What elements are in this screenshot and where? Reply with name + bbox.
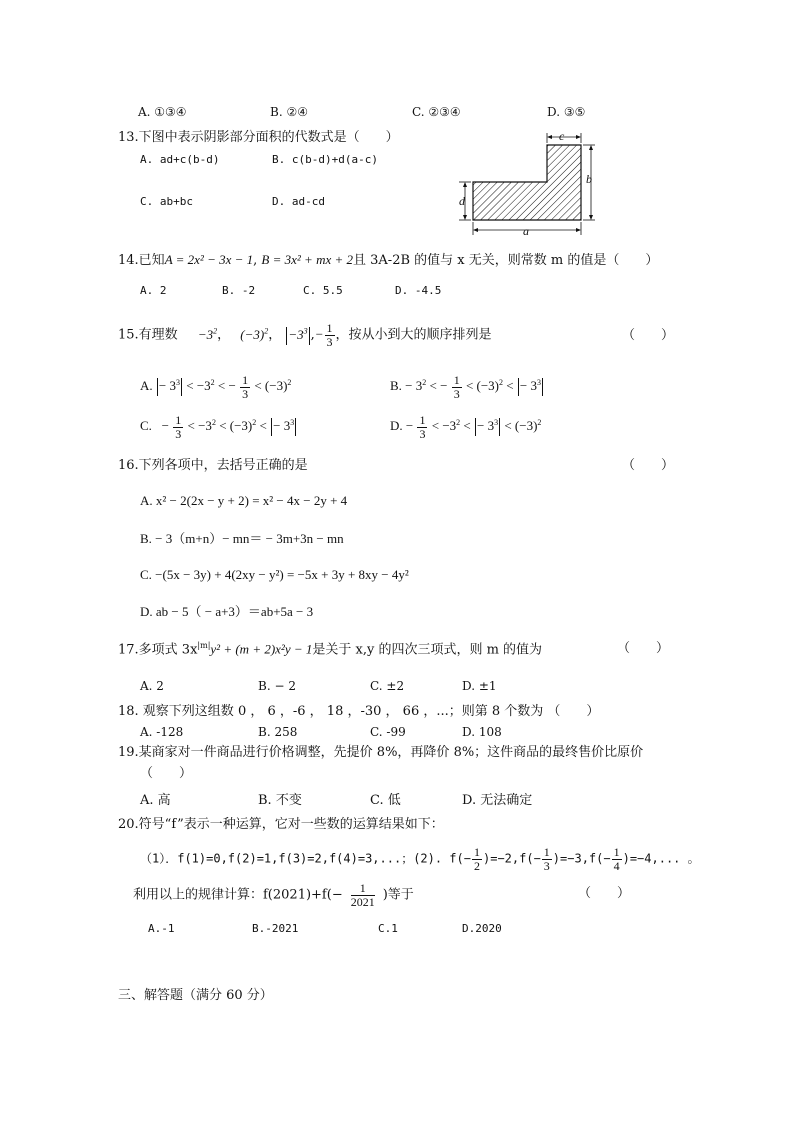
q15-stem: 15.有理数 $-3^2$， $(-3)^2$， $-3^3$ ,− $\frac{1}{3}$ ，按从小到大的顺序排列是 bbox=[118, 321, 492, 349]
q14-a-expr: A = 2x² − 3x − 1 bbox=[164, 252, 254, 267]
q17-expression: y² + (m + 2)x²y − 1 bbox=[210, 641, 313, 657]
q12-option-c: C. ②③④ bbox=[412, 105, 461, 119]
q12-option-b: B. ②④ bbox=[270, 105, 308, 119]
q13-l-shape-figure bbox=[455, 125, 605, 240]
q15-option-d: D. − $\frac{1}{3}$ < $-3^2$ < − $3^3 < (-3)^2$ bbox=[390, 413, 542, 441]
q15-suffix: ，按从小到大的顺序排列是 bbox=[335, 327, 492, 343]
q15-frac: $\frac{1}{3}$ bbox=[326, 321, 333, 349]
q14-prefix: 14.已知 bbox=[118, 253, 165, 268]
label-b: b bbox=[586, 172, 592, 186]
q16-paren: （ ） bbox=[622, 458, 675, 473]
section3-title: 三、解答题（满分 60 分） bbox=[118, 988, 273, 1003]
q13-option-d: D. ad-cd bbox=[272, 195, 325, 208]
q18-option-b: B. 258 bbox=[258, 725, 298, 739]
q17-exponent: |m| bbox=[197, 641, 211, 650]
q19-option-d: D. 无法确定 bbox=[462, 793, 533, 808]
q14-b-expr: B = 3x² + mx + 2 bbox=[261, 252, 354, 267]
q14-stem: 14.已知A = 2x² − 3x − 1, B = 3x² + mx + 2且 3A-2B 的值与 x 无关，则常数 m 的值是（ ） bbox=[118, 252, 659, 268]
q15-minus: − bbox=[314, 326, 324, 342]
q20-line1: （1）．f(1)=0,f(2)=1,f(3)=2,f(4)=3,...；(2). f(− $\frac{1}{2}$ )=−2,f(− $\frac{1}{3}$ )=−3,f(− $\frac{1}{4}$ )=−4,... 。 bbox=[140, 845, 700, 873]
q17-paren: （ ） bbox=[617, 641, 670, 656]
q14-option-a: A. 2 bbox=[140, 284, 167, 297]
q20-option-d: D.2020 bbox=[462, 922, 502, 935]
q13-option-a: A. ad+c(b-d) bbox=[140, 153, 220, 166]
q17-option-c: C. ±2 bbox=[370, 679, 405, 693]
q17-option-a: A. 2 bbox=[140, 679, 164, 693]
q19-stem: 19.某商家对一件商品进行价格调整，先提价 8%，再降价 8%；这件商品的最终售价比原价 bbox=[118, 745, 644, 760]
q18-option-d: D. 108 bbox=[462, 725, 502, 739]
q18-option-a: A. -128 bbox=[140, 725, 184, 739]
q18-stem: 18. 观察下列这组数 0 ， 6 ，-6 ， 18 ，-30 ， 66 ，...；则第 8 个数为 （ ） bbox=[118, 704, 600, 719]
q19-option-c: C. 低 bbox=[370, 793, 401, 808]
q20-option-a: A.-1 bbox=[148, 922, 175, 935]
label-d: d bbox=[459, 194, 465, 208]
q13-option-b: B. c(b-d)+d(a-c) bbox=[272, 153, 378, 166]
q18-option-c: C. -99 bbox=[370, 725, 406, 739]
q20-option-c: C.1 bbox=[378, 922, 398, 935]
q19-paren: （ ） bbox=[140, 766, 193, 781]
q17-prefix: 17.多项式 3x bbox=[118, 642, 198, 658]
label-a: a bbox=[523, 224, 529, 238]
q16-option-b: B. − 3（m+n）− mn＝ − 3m+3n − mn bbox=[140, 531, 344, 546]
q15-option-c: C. − $\frac{1}{3}$ < $-3^2 < (-3)^2$ < − $3^3$ bbox=[140, 413, 295, 441]
q13-stem: 13.下图中表示阴影部分面积的代数式是（ ） bbox=[118, 130, 399, 145]
q16-option-a: A. x² − 2(2x − y + 2) = x² − 4x − 2y + 4 bbox=[140, 493, 348, 508]
q17-option-b: B. − 2 bbox=[258, 679, 296, 693]
q14-option-c: C. 5.5 bbox=[303, 284, 343, 297]
label-c: c bbox=[559, 129, 565, 143]
q17-option-d: D. ±1 bbox=[462, 679, 497, 693]
q20-option-b: B.-2021 bbox=[252, 922, 299, 935]
q16-option-c: C. −(5x − 3y) + 4(2xy − y²) = −5x + 3y + 8xy − 4y² bbox=[140, 567, 409, 582]
q20-stem: 20.符号“f”表示一种运算，它对一些数的运算结果如下： bbox=[118, 817, 444, 832]
q20-paren: （ ） bbox=[578, 886, 631, 901]
q16-stem: 16.下列各项中，去括号正确的是 bbox=[118, 458, 308, 473]
q15-num2: $(-3)^2$ bbox=[240, 326, 269, 342]
q19-option-b: B. 不变 bbox=[258, 793, 302, 808]
q15-prefix: 15.有理数 bbox=[118, 327, 178, 343]
q17-stem bbox=[118, 641, 542, 658]
shaded-region bbox=[473, 145, 581, 220]
q15-option-a: A. − $3^3 < -3^2$ < − $\frac{1}{3}$ < $(-3)^2$ bbox=[140, 373, 292, 401]
q15-num3: $-3^3$ bbox=[285, 327, 310, 342]
q12-option-d: D. ③⑤ bbox=[547, 105, 586, 119]
q14-option-b: B. -2 bbox=[222, 284, 256, 297]
q13-option-c: C. ab+bc bbox=[140, 195, 193, 208]
q15-num1: $-3^2$ bbox=[197, 326, 218, 342]
q14-option-d: D. -4.5 bbox=[395, 284, 442, 297]
q20-calc: 利用以上的规律计算：f(2021)+f(− $\frac{1}{2021}$ )等于 bbox=[133, 881, 414, 909]
q16-option-d: D. ab − 5（ − a+3）＝ab+5a − 3 bbox=[140, 604, 314, 619]
q19-option-a: A. 高 bbox=[140, 793, 171, 808]
q17-suffix: 是关于 x,y 的四次三项式，则 m 的值为 bbox=[312, 642, 543, 658]
q12-option-a: A. ①③④ bbox=[138, 105, 187, 119]
q15-option-b: B. − $3^2$ < − $\frac{1}{3}$ < $(-3)^2$ < − $3^3$ bbox=[390, 373, 541, 401]
q14-suffix: 且 3A-2B 的值与 x 无关，则常数 m 的值是（ ） bbox=[353, 253, 659, 268]
q15-paren: （ ） bbox=[622, 328, 675, 343]
